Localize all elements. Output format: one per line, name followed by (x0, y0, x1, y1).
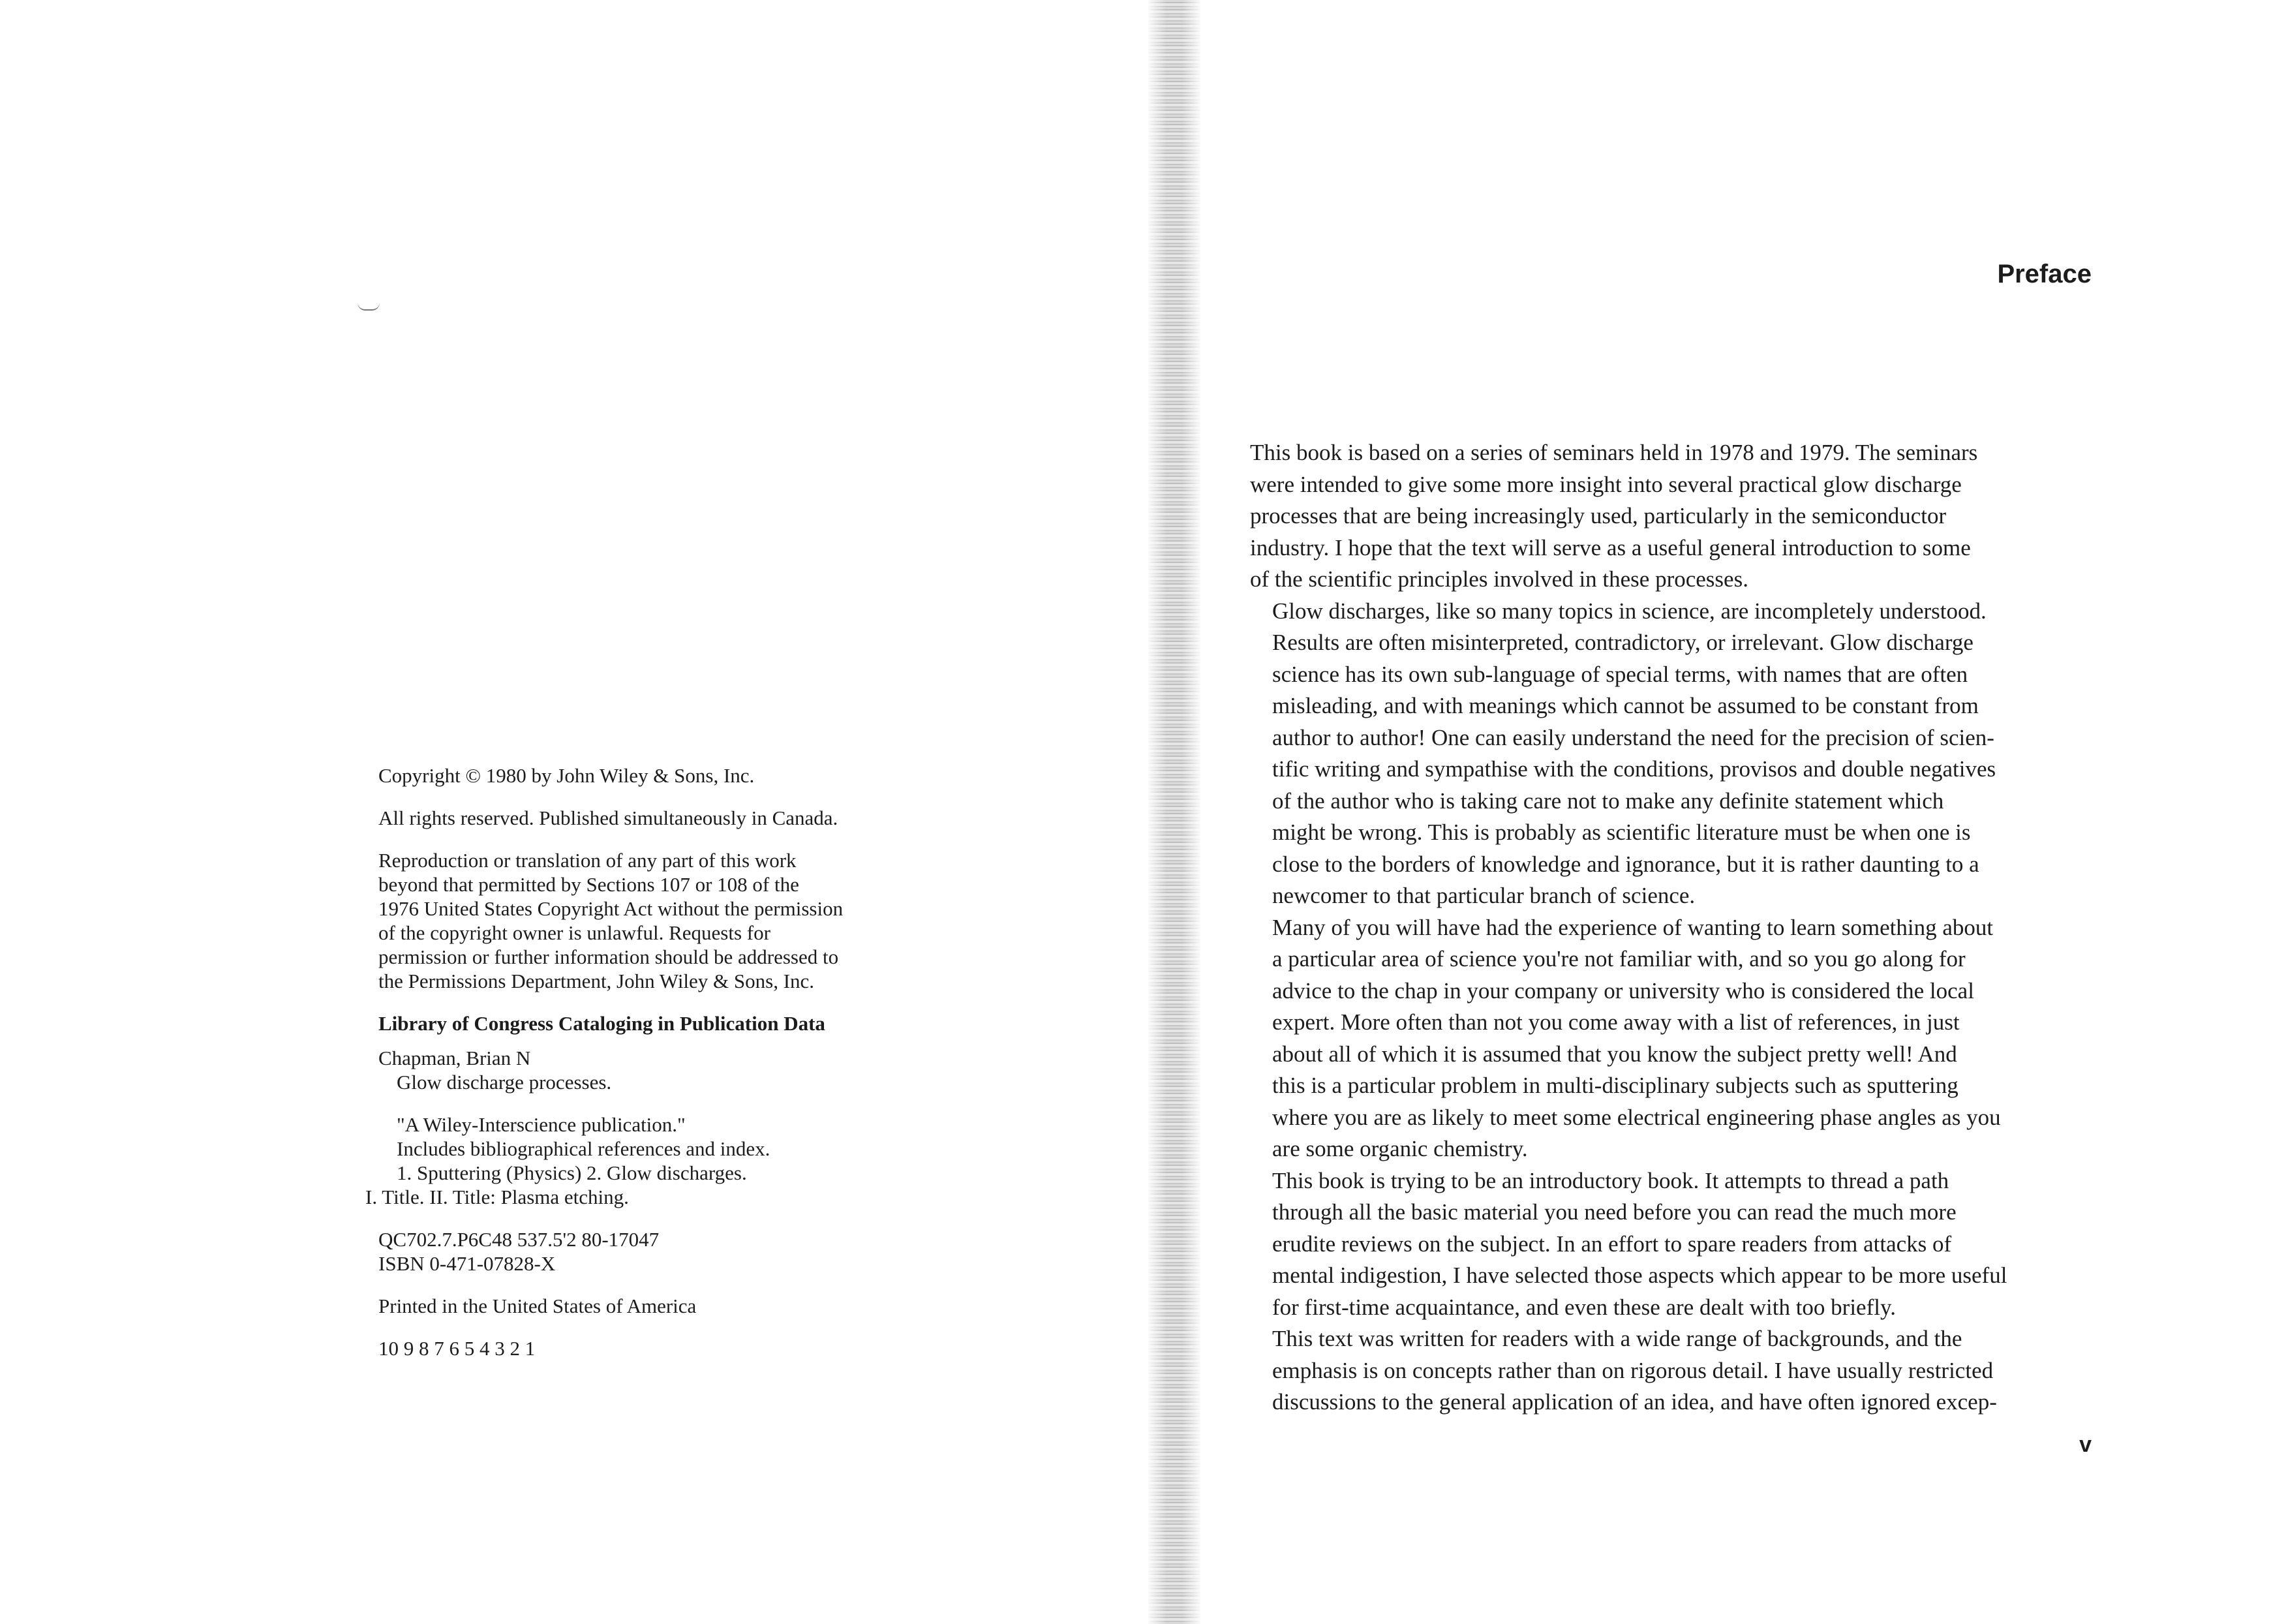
text-line: of the scientific principles involved in these processes. (1250, 566, 1748, 592)
cip-notes (365, 1112, 966, 1209)
text-line: newcomer to that particular branch of science. (1272, 883, 1696, 908)
cip-subjects: 1. Sputtering (Physics) 2. Glow discharges. (397, 1161, 747, 1184)
text-line: beyond that permitted by Sections 107 or 108 of the (378, 873, 799, 896)
text-line: science has its own sub-language of special terms, with names that are often (1272, 661, 1968, 687)
text-line: Glow discharges, like so many topics in science, are incompletely understood. (1272, 598, 1987, 624)
text-line: erudite reviews on the subject. In an effort to spare readers from attacks of (1272, 1231, 1952, 1257)
cip-includes: Includes bibliographical references and index. (397, 1137, 770, 1160)
text-line: emphasis is on concepts rather than on rigorous detail. I have usually restricted (1272, 1357, 1994, 1383)
cip-titles: I. Title. II. Title: Plasma etching. (365, 1186, 629, 1208)
text-line: advice to the chap in your company or university who is considered the local (1272, 977, 1974, 1004)
preface-body (1250, 437, 2127, 1418)
text-line: Results are often misinterpreted, contradictory, or irrelevant. Glow discharge (1272, 630, 1974, 655)
text-line: expert. More often than not you come away with a list of references, in just (1272, 1009, 1960, 1035)
reproduction-statement (378, 848, 966, 993)
text-line: were intended to give some more insight into several practical glow discharge (1250, 471, 1962, 497)
text-line: are some organic chemistry. (1272, 1136, 1528, 1161)
text-line: the Permissions Department, John Wiley & Sons, Inc. (378, 970, 815, 992)
text-line: This text was written for readers with a wide range of backgrounds, and the (1272, 1326, 1962, 1351)
preface-page (1200, 0, 2286, 1624)
text-line: for first-time acquaintance, and even these are dealt with too briefly. (1272, 1294, 1896, 1320)
text-line: about all of which it is assumed that you know the subject pretty well! And (1272, 1041, 1957, 1067)
cip-entry (378, 1046, 966, 1094)
text-line: a particular area of science you're not familiar with, and so you go along for (1272, 946, 1966, 972)
page-number: v (2079, 1432, 2092, 1457)
lc-number: QC702.7.P6C48 (378, 1228, 512, 1251)
cip-heading: Library of Congress Cataloging in Publication Data (378, 1012, 825, 1035)
cip-title: Glow discharge processes. (397, 1071, 612, 1094)
text-line: 1976 United States Copyright Act without the permission (378, 897, 844, 920)
text-line: mental indigestion, I have selected those aspects which appear to be more useful (1272, 1263, 2007, 1288)
classification-row (378, 1227, 966, 1251)
cip-note: "A Wiley-Interscience publication." (397, 1113, 686, 1136)
printing-numbers: 10 9 8 7 6 5 4 3 2 1 (378, 1337, 536, 1360)
text-line: This book is based on a series of seminars held in 1978 and 1979. The seminars (1250, 440, 1978, 465)
classification-block (378, 1227, 966, 1276)
text-line: author to author! One can easily understand the need for the precision of scien- (1272, 724, 1994, 750)
paragraph (1250, 1165, 2127, 1324)
text-line: tific writing and sympathise with the conditions, provisos and double negatives (1272, 756, 1996, 782)
pen-mark (358, 303, 380, 311)
text-line: misleading, and with meanings which cannot be assumed to be constant from (1272, 693, 1979, 718)
text-line: permission or further information should be addressed to (378, 945, 839, 968)
text-line: of the author who is taking care not to make any definite statement which (1272, 788, 1944, 814)
paragraph (1250, 912, 2127, 1165)
paragraph (1250, 437, 2127, 596)
paragraph (1250, 596, 2127, 912)
text-line: might be wrong. This is probably as scientific literature must be when one is (1272, 820, 1971, 845)
text-line: close to the borders of knowledge and ignorance, but it is rather daunting to a (1272, 851, 1979, 877)
copyright-block (365, 763, 966, 1379)
text-line: processes that are being increasingly used, particularly in the semiconductor (1250, 503, 1947, 529)
paragraph (1250, 1323, 2127, 1418)
copyright-notice: Copyright © 1980 by John Wiley & Sons, Inc. (378, 764, 755, 787)
cip-author: Chapman, Brian N (378, 1047, 531, 1069)
book-gutter (1148, 0, 1200, 1624)
lccn-number: 80-17047 (581, 1228, 660, 1251)
dewey-number: 537.5'2 (517, 1228, 577, 1251)
isbn: ISBN 0-471-07828-X (378, 1252, 556, 1275)
page-title: Preface (1997, 260, 2092, 288)
text-line: Reproduction or translation of any part of this work (378, 849, 797, 872)
text-line: this is a particular problem in multi-disciplinary subjects such as sputtering (1272, 1073, 1958, 1098)
printed-statement: Printed in the United States of America (378, 1295, 697, 1317)
text-line: industry. I hope that the text will serve as a useful general introduction to some (1250, 534, 1971, 560)
text-line: This book is trying to be an introductory book. It attempts to thread a path (1272, 1167, 1949, 1193)
text-line: discussions to the general application of an idea, and have often ignored excep- (1272, 1389, 1997, 1415)
text-line: Many of you will have had the experience of wanting to learn something about (1272, 914, 1994, 940)
rights-statement: All rights reserved. Published simultaneously in Canada. (378, 806, 838, 829)
text-line: of the copyright owner is unlawful. Requests for (378, 921, 770, 944)
text-line: where you are as likely to meet some electrical engineering phase angles as you (1272, 1104, 2001, 1130)
text-line: through all the basic material you need before you can read the much more (1272, 1199, 1957, 1225)
